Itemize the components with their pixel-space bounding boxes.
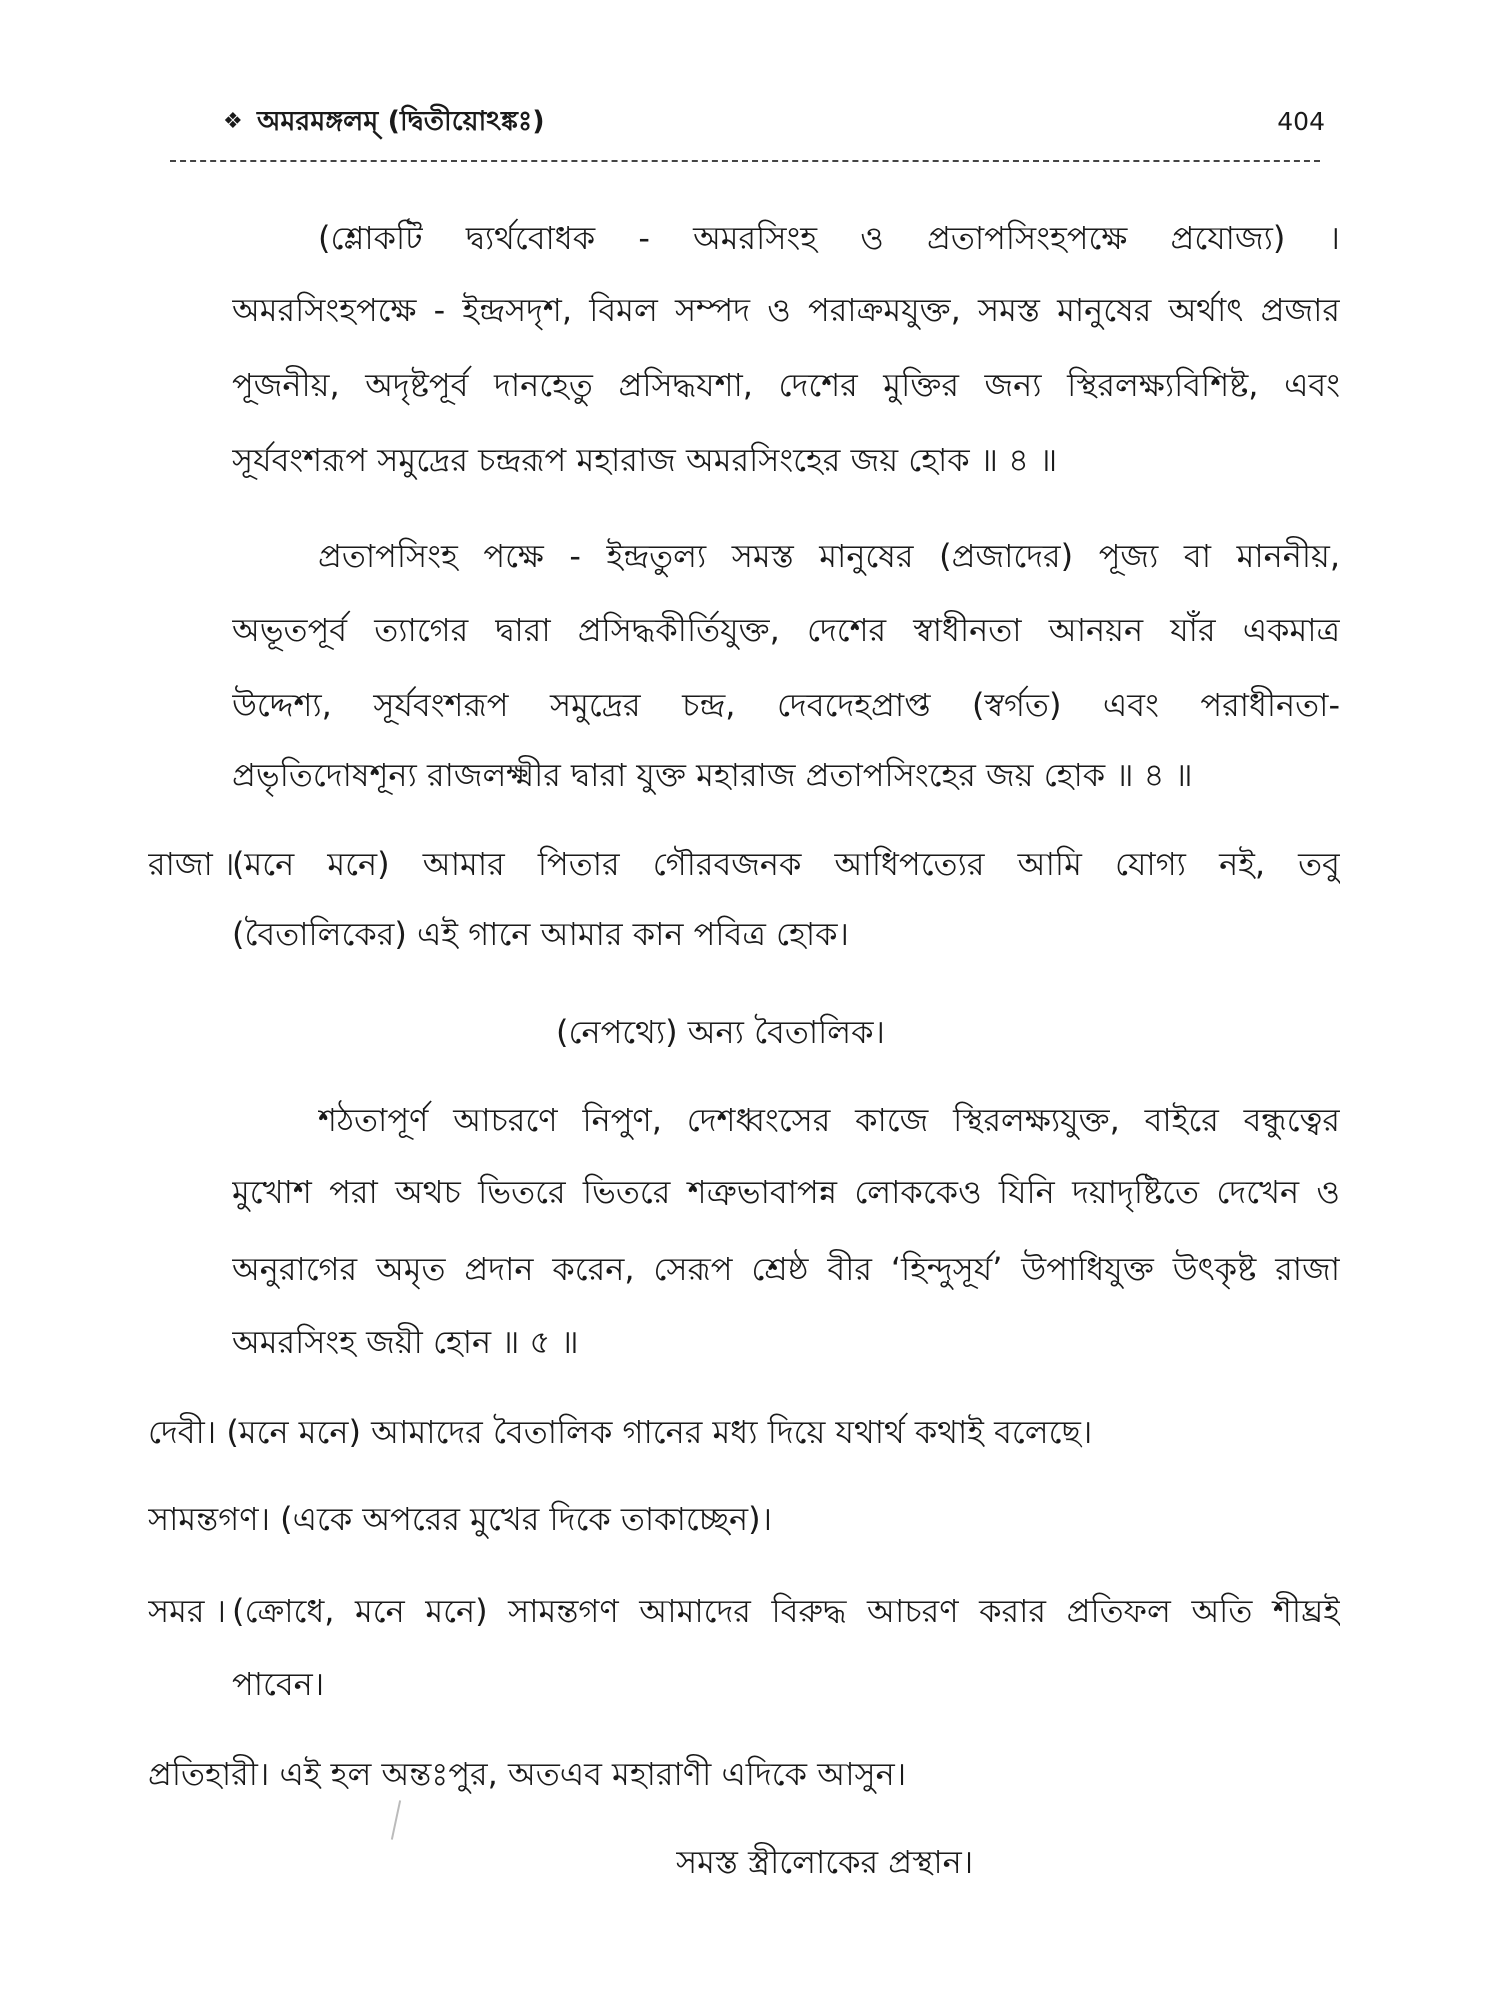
paragraph-1-line-4: সূর্যবংশরূপ সমুদ্রের চন্দ্ররূপ মহারাজ অমরসিংহের জয় হোক ॥ ৪ ॥ — [232, 441, 1058, 479]
paragraph-3-line-3: অনুরাগের অমৃত প্রদান করেন, সেরূপ শ্রেষ্ঠ বীর ‘হিন্দুসূর্য’ উপাধিযুক্ত উৎকৃষ্ট রাজা — [232, 1250, 1340, 1288]
running-title: অমরমঙ্গলম্ (দ্বিতীয়োঽঙ্কঃ) — [257, 106, 545, 137]
exit-direction: সমস্ত স্ত্রীলোকের প্রস্থান। — [676, 1843, 974, 1881]
devi-dialogue: দেবী। (মনে মনে) আমাদের বৈতালিক গানের মধ্য দিয়ে যথার্থ কথাই বলেছে। — [148, 1413, 1093, 1451]
paragraph-3-line-2: মুখোশ পরা অথচ ভিতরে ভিতরে শত্রুভাবাপন্ন লোককেও যিনি দয়াদৃষ্টিতে দেখেন ও — [232, 1173, 1340, 1211]
pratihari-dialogue: প্রতিহারী। এই হল অন্তঃপুর, অতএব মহারাণী এদিকে আসুন। — [148, 1755, 907, 1793]
diamond-ornament-icon: ❖ — [223, 109, 243, 134]
speaker-raja: রাজা । — [148, 845, 235, 883]
paragraph-1-line-2: অমরসিংহপক্ষে - ইন্দ্রসদৃশ, বিমল সম্পদ ও পরাক্রমযুক্ত, সমস্ত মানুষের অর্থাৎ প্রজার — [232, 291, 1340, 329]
paragraph-2-line-4: প্রভৃতিদোষশূন্য রাজলক্ষ্মীর দ্বারা যুক্ত মহারাজ প্রতাপসিংহের জয় হোক ॥ ৪ ॥ — [232, 756, 1193, 794]
paragraph-3-line-1: শঠতাপূর্ণ আচরণে নিপুণ, দেশধ্বংসের কাজে স্থিরলক্ষ্যযুক্ত, বাইরে বন্ধুত্বের — [318, 1101, 1340, 1139]
paragraph-3-line-4: অমরসিংহ জয়ী হোন ॥ ৫ ॥ — [232, 1323, 579, 1361]
speaker-samar: সমর । — [148, 1592, 227, 1630]
raja-line-1: (মনে মনে) আমার পিতার গৌরবজনক আধিপত্যের আমি যোগ্য নই, তবু — [232, 845, 1340, 883]
samar-line-2: পাবেন। — [232, 1665, 325, 1703]
samanta-dialogue: সামন্তগণ। (একে অপরের মুখের দিকে তাকাচ্ছেন)। — [148, 1500, 773, 1538]
paragraph-1-line-3: পূজনীয়, অদৃষ্টপূর্ব দানহেতু প্রসিদ্ধযশা, দেশের মুক্তির জন্য স্থিরলক্ষ্যবিশিষ্ট, এবং — [232, 366, 1340, 404]
header-dashed-rule — [170, 160, 1320, 162]
page-number: 404 — [1277, 107, 1325, 136]
offstage-direction: (নেপথ্যে) অন্য বৈতালিক। — [556, 1013, 885, 1051]
paragraph-2-line-3: উদ্দেশ্য, সূর্যবংশরূপ সমুদ্রের চন্দ্র, দেবদেহপ্রাপ্ত (স্বর্গত) এবং পরাধীনতা- — [232, 686, 1340, 724]
paragraph-1-line-1: (শ্লোকটি দ্ব্যর্থবোধক - অমরসিংহ ও প্রতাপসিংহপক্ষে প্রযোজ্য) । — [318, 219, 1340, 257]
page-header — [175, 104, 1325, 144]
raja-line-2: (বৈতালিকের) এই গানে আমার কান পবিত্র হোক। — [232, 915, 849, 953]
paragraph-2-line-2: অভূতপূর্ব ত্যাগের দ্বারা প্রসিদ্ধকীর্তিযুক্ত, দেশের স্বাধীনতা আনয়ন যাঁর একমাত্র — [232, 611, 1340, 649]
samar-line-1: (ক্রোধে, মনে মনে) সামন্তগণ আমাদের বিরুদ্ধ আচরণ করার প্রতিফল অতি শীঘ্রই — [232, 1592, 1340, 1630]
paragraph-2-line-1: প্রতাপসিংহ পক্ষে - ইন্দ্রতুল্য সমস্ত মানুষের (প্রজাদের) পূজ্য বা মাননীয়, — [318, 537, 1340, 575]
scan-speck — [391, 1800, 401, 1840]
